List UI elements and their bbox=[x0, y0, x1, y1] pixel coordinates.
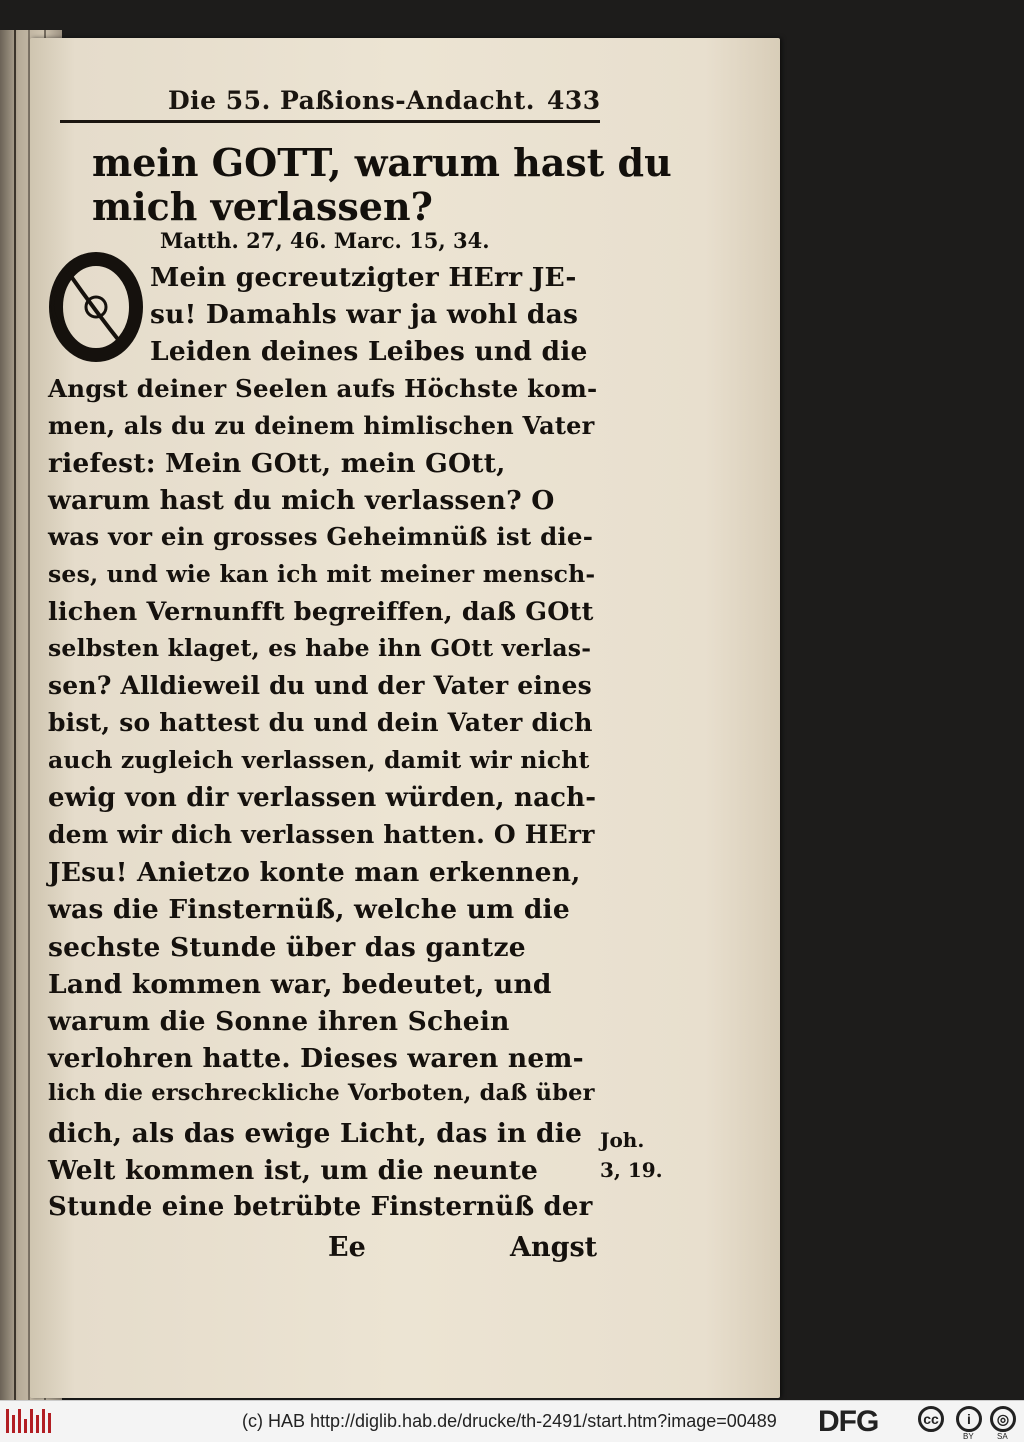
scripture-reference: Matth. 27, 46. Marc. 15, 34. bbox=[160, 228, 490, 253]
body-line: ewig von dir verlassen würden, nach- bbox=[48, 782, 597, 813]
heading-line-1: mein GOTT, warum hast du bbox=[92, 140, 672, 185]
margin-note-book: Joh. bbox=[600, 1128, 645, 1152]
signature-mark: Ee bbox=[328, 1232, 366, 1263]
sa-label: SA bbox=[997, 1432, 1008, 1441]
dfg-logo[interactable]: DFG bbox=[818, 1405, 879, 1438]
body-line: lichen Vernunfft begreiffen, daß GOtt bbox=[48, 596, 594, 627]
body-line: lich die erschreckliche Vorboten, daß über bbox=[48, 1080, 595, 1107]
dropcap-ornament bbox=[48, 252, 148, 362]
cc-icon[interactable]: cc bbox=[918, 1406, 944, 1432]
body-line: Land kommen war, bedeutet, und bbox=[48, 968, 552, 1000]
body-line: JEsu! Anietzo konte man erkennen, bbox=[48, 857, 581, 889]
body-line: warum die Sonne ihren Schein bbox=[48, 1006, 510, 1037]
body-line: ses, und wie kan ich mit meiner mensch- bbox=[48, 559, 596, 588]
body-line: was die Finsternüß, welche um die bbox=[48, 894, 570, 926]
body-line: men, als du zu deinem himlischen Vater bbox=[48, 410, 595, 440]
copyright-link[interactable]: (c) HAB http://diglib.hab.de/drucke/th-2491/start.htm?image=00489 bbox=[242, 1411, 777, 1431]
body-line: Angst deiner Seelen aufs Höchste kom- bbox=[48, 373, 598, 403]
catchword: Angst bbox=[510, 1232, 598, 1263]
by-icon[interactable]: i bbox=[956, 1406, 982, 1432]
body-line: sen? Alldieweil du und der Vater eines bbox=[48, 671, 592, 701]
body-line: Welt kommen ist, um die neunte bbox=[48, 1154, 539, 1186]
body-line: auch zugleich verlassen, damit wir nicht bbox=[48, 745, 590, 774]
hab-logo-icon[interactable] bbox=[6, 1409, 54, 1433]
page-number: 433 bbox=[547, 86, 601, 115]
body-line: Mein gecreutzigter HErr JE- bbox=[150, 262, 577, 293]
header-rule bbox=[60, 120, 600, 123]
body-line: sechste Stunde über das gantze bbox=[48, 931, 526, 963]
body-line: Leiden deines Leibes und die bbox=[150, 336, 588, 368]
body-line: dem wir dich verlassen hatten. O HErr bbox=[48, 820, 595, 849]
body-line: dich, als das ewige Licht, das in die bbox=[48, 1117, 583, 1149]
body-line: selbsten klaget, es habe ihn GOtt verlas- bbox=[48, 634, 592, 662]
body-line: bist, so hattest du und dein Vater dich bbox=[48, 708, 593, 738]
body-line: verlohren hatte. Dieses waren nem- bbox=[48, 1043, 584, 1075]
heading-line-2: mich verlassen? bbox=[92, 184, 433, 229]
viewer-footer bbox=[0, 1400, 1024, 1442]
body-line: was vor ein grosses Geheimnüß ist die- bbox=[48, 522, 594, 552]
body-line: Stunde eine betrübte Finsternüß der bbox=[48, 1192, 593, 1222]
sa-icon[interactable]: ◎ bbox=[990, 1406, 1016, 1432]
body-line: warum hast du mich verlassen? O bbox=[48, 485, 555, 517]
body-line: su! Damahls war ja wohl das bbox=[150, 299, 579, 331]
header-title: Die 55. Paßions-Andacht. bbox=[168, 86, 536, 115]
by-label: BY bbox=[963, 1432, 974, 1441]
body-line: riefest: Mein GOtt, mein GOtt, bbox=[48, 448, 506, 479]
margin-note-verse: 3, 19. bbox=[600, 1158, 663, 1182]
